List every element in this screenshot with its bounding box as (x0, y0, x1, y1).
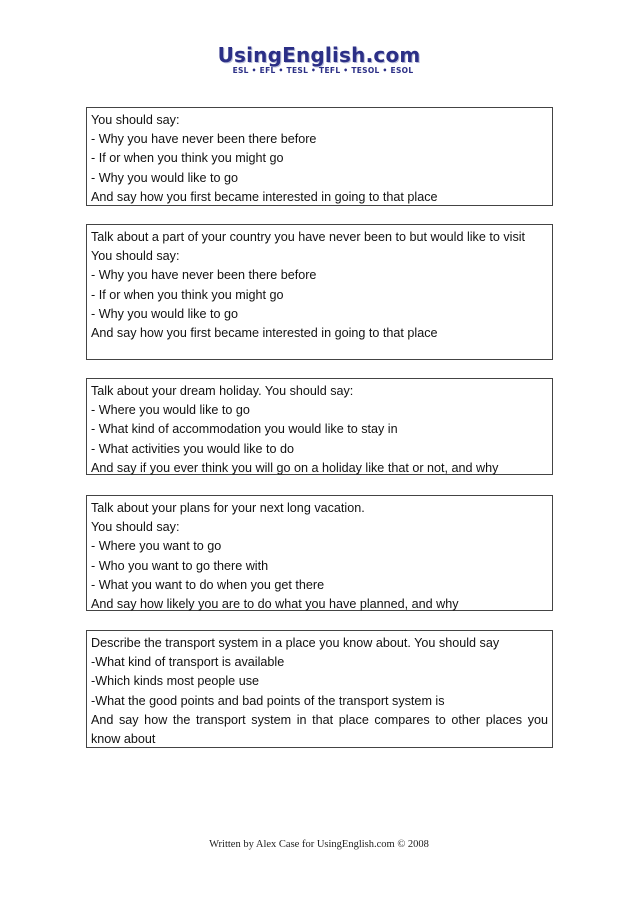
card-line: - If or when you think you might go (91, 151, 284, 166)
card-line: - Why you would like to go (91, 306, 238, 321)
card-line: You should say: (91, 113, 180, 127)
card-line: And say how you first became interested in going to that place (91, 326, 438, 341)
card-line: Describe the transport system in a place you know about. You should say (91, 636, 500, 650)
logo-title: UsingEnglish.com (217, 43, 421, 67)
speaking-card-5 (86, 630, 553, 748)
speaking-card-1 (86, 107, 553, 206)
usingenglish-logo (0, 44, 638, 76)
card-line: - What kind of accommodation you would like to stay in (91, 422, 398, 437)
card-line: - Who you want to go there with (91, 558, 269, 573)
card-line: - Where you would like to go (91, 403, 250, 418)
card-line: You should say: (91, 520, 180, 535)
card-line: - What you want to do when you get there (91, 577, 325, 592)
speaking-card-4 (86, 495, 553, 611)
card-line: Talk about your plans for your next long vacation. (91, 501, 365, 515)
card-line: And say how likely you are to do what you have planned, and why (91, 597, 459, 612)
speaking-card-2 (86, 224, 553, 360)
card-line: - If or when you think you might go (91, 287, 284, 302)
card-line: - Why you have never been there before (91, 268, 317, 283)
speaking-card-3 (86, 378, 553, 475)
card-line: Talk about your dream holiday. You should say: (91, 384, 354, 398)
logo-tagline: ESL • EFL • TESL • TEFL • TESOL • ESOL (232, 66, 414, 75)
card-line: You should say: (91, 249, 180, 264)
card-line: - What activities you would like to do (91, 441, 294, 456)
card-line: - Why you would like to go (91, 170, 238, 185)
card-line: -Which kinds most people use (91, 674, 259, 689)
card-line: And say how you first became interested in going to that place (91, 189, 438, 204)
footer-credit: Written by Alex Case for UsingEnglish.com © 2008 (209, 839, 429, 850)
card-line: -What the good points and bad points of the transport system is (91, 693, 445, 708)
card-line: Talk about a part of your country you have never been to but would like to visit (91, 230, 526, 244)
card-line: -What kind of transport is available (91, 655, 285, 670)
card-line: And say if you ever think you will go on a holiday like that or not, and why (91, 460, 499, 475)
card-line: - Where you want to go (91, 539, 222, 554)
card-line: And say how the transport system in that place compares to other places you know about (91, 712, 548, 747)
card-line: - Why you have never been there before (91, 132, 317, 147)
